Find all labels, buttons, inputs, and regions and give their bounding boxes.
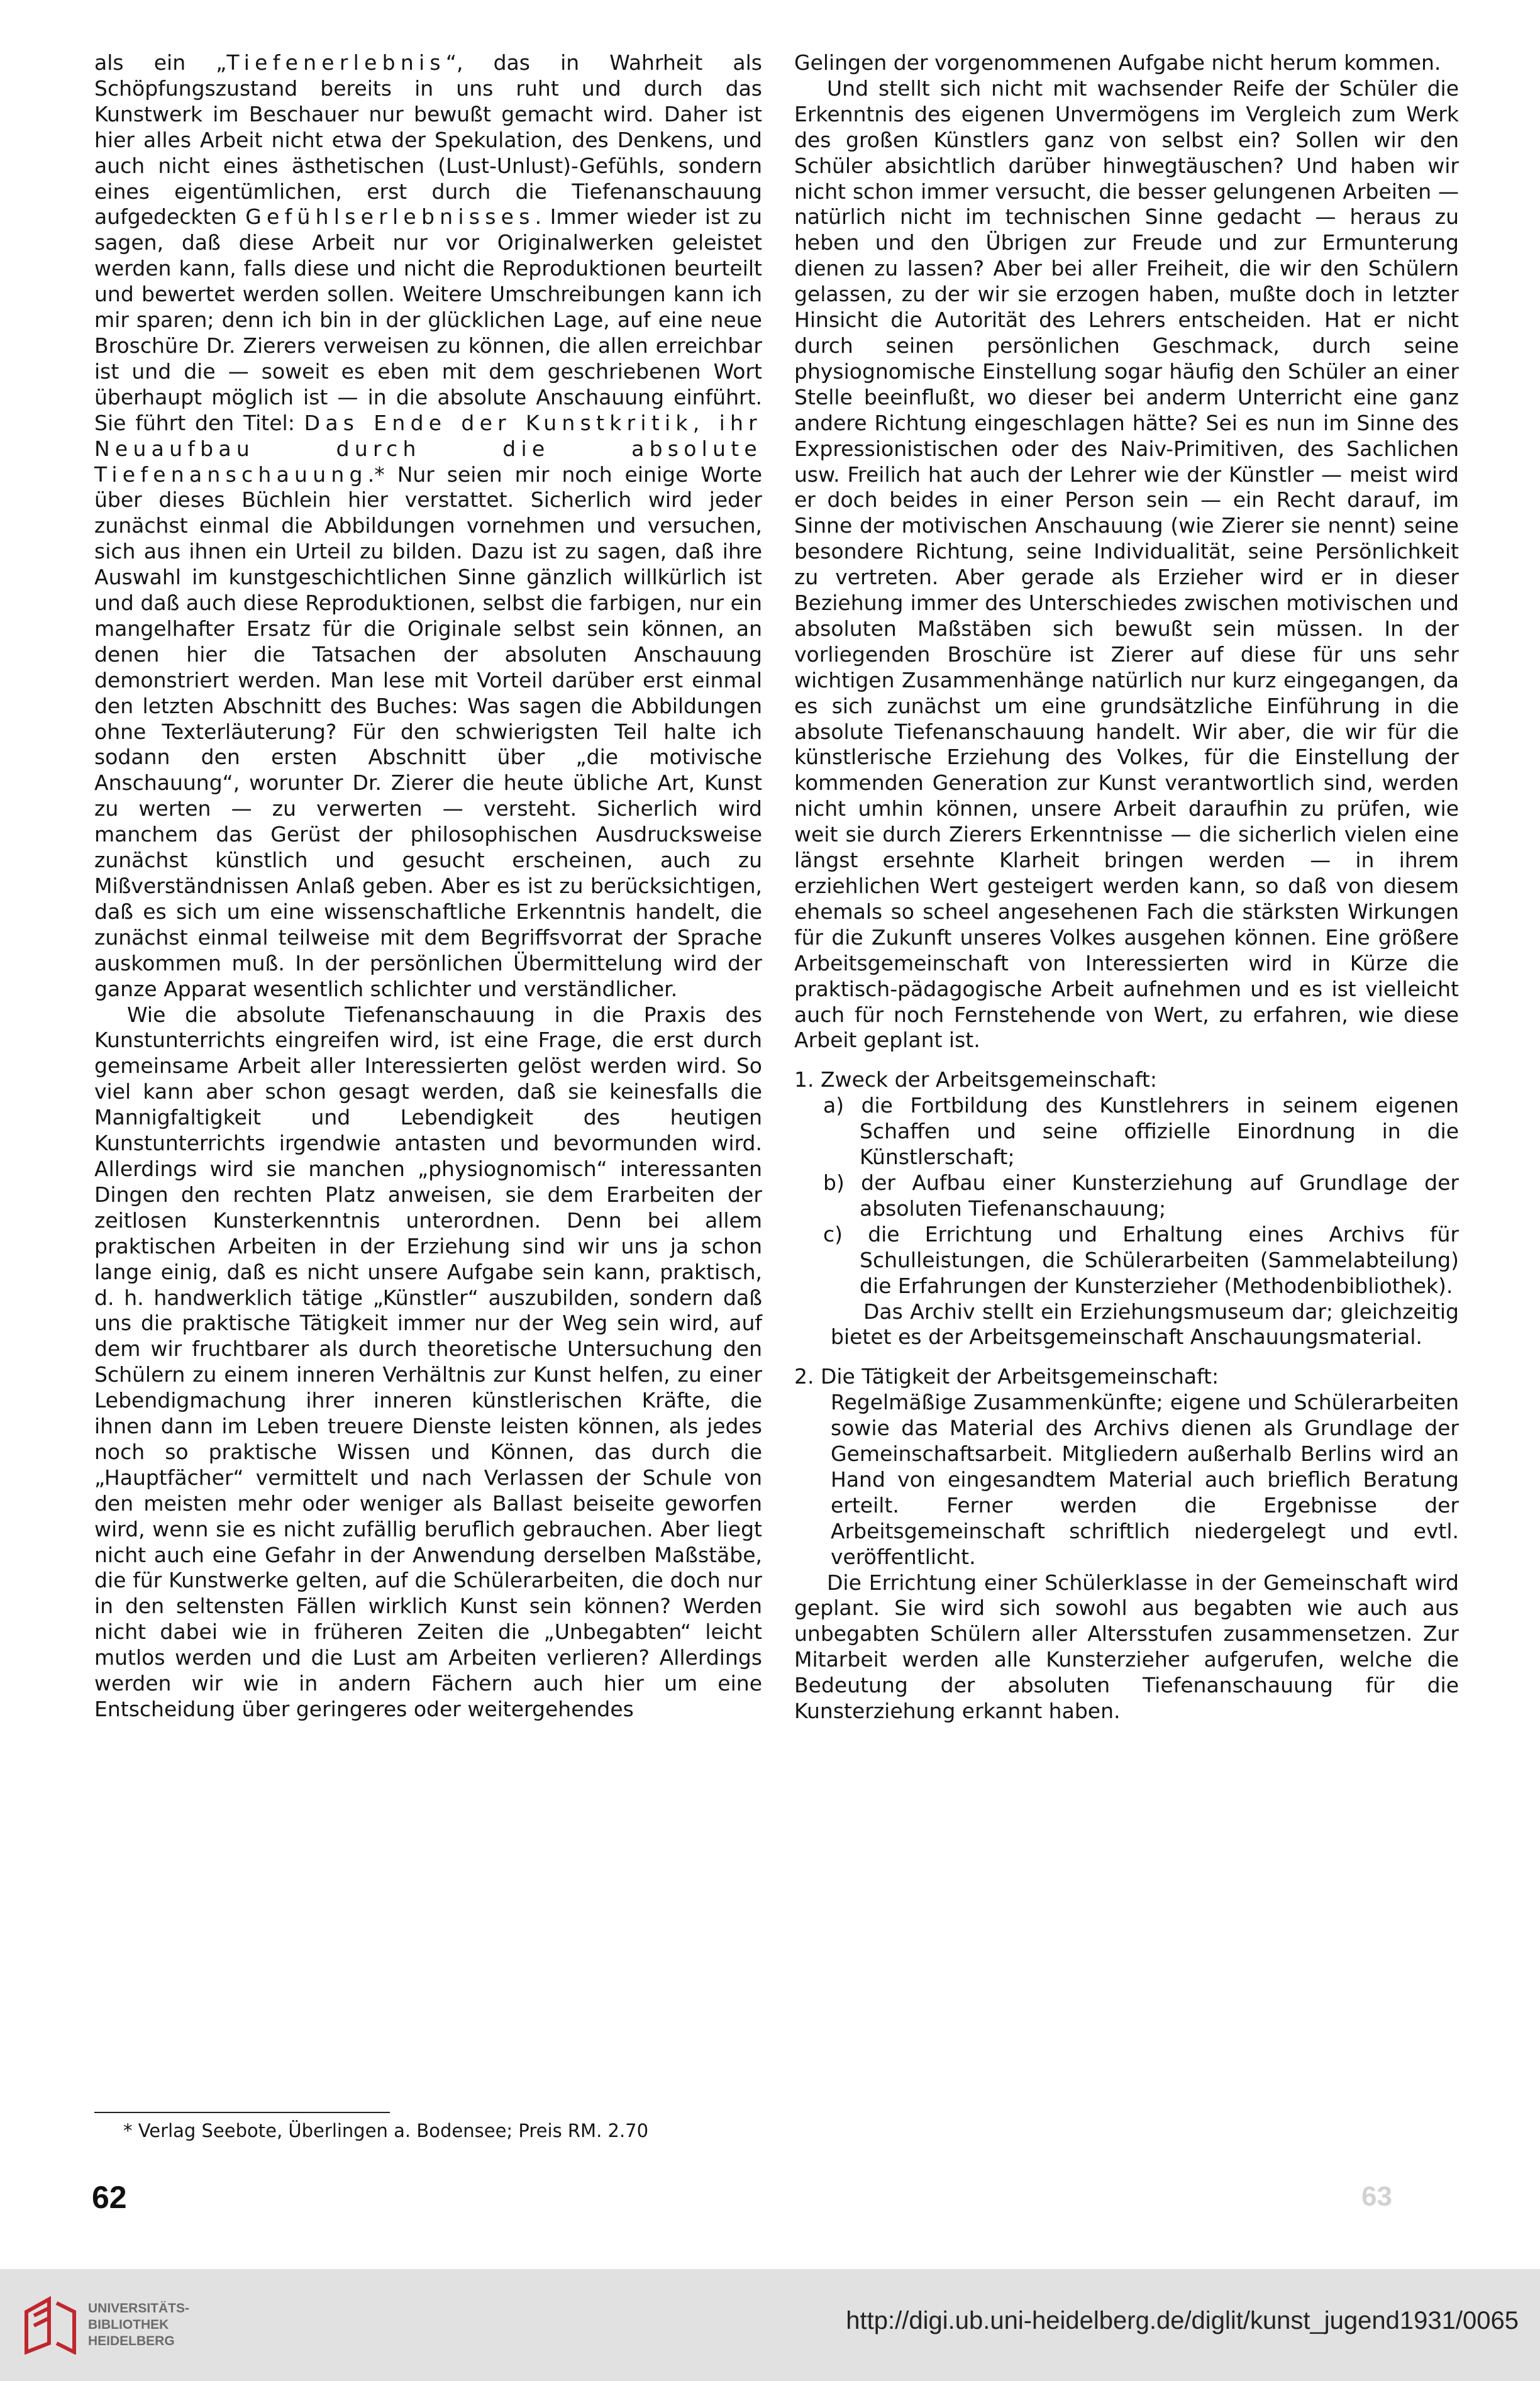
library-footer-bar [0,2269,1540,2381]
section-1-item-a: a) die Fortbildung des Kunstlehrers in seinem eigenen Schaffen und seine offizielle Einordnung in die Künstlerschaft; [823,1093,1459,1170]
section-2-title: 2. Die Tätigkeit der Arbeitsgemeinschaft: [794,1364,1219,1389]
right-paragraph-2: Und stellt sich nicht mit wachsender Reife der Schüler die Erkenntnis des eigenen Unvermögens im Vergleich zum Werk des großen Künstlers ganz von selbst ein? Sollen wir den Schüler absichtlich darüber hinwegtäuschen? Und haben wir nicht schon immer versucht, die besser gelungenen Arbeiten — natürlich nicht im technischen Sinne gedacht — heraus zu heben und den Übrigen zur Freude und zur Ermunterung dienen zu lassen? Aber bei aller Freiheit, die wir den Schülern gelassen, zu der wir sie erzogen haben, mußte doch in letzter Hinsicht die Autorität des Lehrers entscheiden. Hat er nicht durch seinen persönlichen Geschmack, durch seine physiognomische Einstellung sogar häufig den Schüler an einer Stelle beeinflußt, wo dieser bei anderm Unterricht eine ganz andere Richtung eingeschlagen hätte? Sei es nun im Sinne des Expressionistischen oder des Naiv-Primitiven, des Sachlichen usw. Freilich hat auch der Lehrer wie der Künstler — meist wird er doch beides in einer Person sein — ein Recht darauf, im Sinne der motivischen Anschauung (wie Zierer sie nennt) seine besondere Richtung, seine Individualität, seine Persönlichkeit zu vertreten. Aber gerade als Erzieher wird er in dieser Beziehung immer des Unterschiedes zwischen motivischen und absoluten Maßstäben sich bewußt sein müssen. In der vorliegenden Broschüre ist Zierer auf diese für uns sehr wichtigen Zusammenhänge natürlich nur kurz eingegangen, da es sich zunächst um eine grundsätzliche Einführung in die absolute Tiefenanschauung handelt. Wir aber, die wir für die künstlerische Erziehung des Volkes, für die Einstellung der kommenden Generation zur Kunst verantwortlich sind, werden nicht umhin können, unsere Arbeit daraufhin zu prüfen, wie weit sie durch Zierers Erkenntnisse — die sicherlich vielen eine längst ersehnte Klarheit bringen werden — in ihrem erziehlichen Wert gesteigert werden kann, so daß von diesem ehemals so scheel angesehenen Fach die stärksten Wirkungen für die Zukunft unseres Volkes ausgehen können. Eine größere Arbeitsgemeinschaft von Interessierten wird in Kürze die praktisch-pädagogische Arbeit aufnehmen und es ist vielleicht auch für noch Fernstehende von Wert, zu erfahren, wie diese Arbeit geplant ist. [794,75,1459,1053]
library-book-logo-icon[interactable] [21,2294,79,2355]
section-1-item-b: b) der Aufbau einer Kunsterziehung auf Grundlage der absoluten Tiefenanschauung; [823,1170,1459,1221]
library-name-line-3: HEIDELBERG [88,2334,175,2348]
footnote: * Verlag Seebote, Überlingen a. Bodensee; Preis RM. 2.70 [123,2120,649,2141]
left-paragraph-1: als ein „Tiefenerlebnis“, das in Wahrheit als Schöpfungszustand bereits in uns ruht und durch das Kunstwerk im Beschauer nur bewußt gemacht wird. Daher ist hier alles Arbeit nicht etwa der Spekulation, des Denkens, und auch nicht eines ästhetischen (Lust-Unlust)-Gefühls, sondern eines eigentümlichen, erst durch die Tiefenanschauung aufgedeckten Gefühlserlebnisses. Immer wieder ist zu sagen, daß diese Arbeit nur vor Originalwerken geleistet werden kann, falls diese und nicht die Reproduktionen beurteilt und bewertet werden sollen. Weitere Umschreibungen kann ich mir sparen; denn ich bin in der glücklichen Lage, auf eine neue Broschüre Dr. Zierers verweisen zu können, die allen erreichbar ist und die — soweit es eben mit dem geschriebenen Wort überhaupt möglich ist — in die absolute Anschauung einführt. Sie führt den Titel: Das Ende der Kunstkritik, ihr Neuaufbau durch die absolute Tiefenanschauung.* Nur seien mir noch einige Worte über dieses Büchlein hier verstattet. Sicherlich wird jeder zunächst einmal die Abbildungen vornehmen und versuchen, sich aus ihnen ein Urteil zu bilden. Dazu ist zu sagen, daß ihre Auswahl im kunstgeschichtlichen Sinne gänzlich willkürlich ist und daß auch diese Reproduktionen, selbst die farbigen, nur ein mangelhafter Ersatz für die Originale selbst sein können, an denen hier die Tatsachen der absoluten Anschauung demonstriert werden. Man lese mit Vorteil darüber erst einmal den letzten Abschnitt des Buches: Was sagen die Abbildungen ohne Texterläuterung? Für den schwierigsten Teil halte ich sodann den ersten Abschnitt über „die motivische Anschauung“, worunter Dr. Zierer die heute übliche Art, Kunst zu werten — zu verwerten — versteht. Sicherlich wird manchem das Gerüst der philosophischen Ausdrucksweise zunächst künstlich und gesucht erscheinen, auch zu Mißverständnissen Anlaß geben. Aber es ist zu berücksichtigen, daß es sich um eine wissenschaftliche Erkenntnis handelt, die zunächst einmal teilweise mit dem Begriffsvorrat der Sprache auskommen muß. In der persönlichen Übermittelung wird der ganze Apparat wesentlich schlichter und verständlicher. [94,50,762,1001]
library-name[interactable] [88,2301,189,2350]
right-paragraph-1: Gelingen der vorgenommenen Aufgabe nicht herum kommen. [794,50,1441,75]
footnote-rule [94,2112,390,2113]
section-1-title: 1. Zweck der Arbeitsgemeinschaft: [794,1067,1157,1092]
page-number: 62 [92,2180,127,2215]
library-name-line-1: UNIVERSITÄTS- [88,2301,190,2316]
right-final-paragraph: Die Errichtung einer Schülerklasse in der Gemeinschaft wird geplant. Sie wird sich sowohl aus begabten wie auch aus unbegabten Schülern aller Altersstufen zusammensetzen. Zur Mitarbeit werden alle Kunsterzieher aufgerufen, welche die Bedeutung der absoluten Tiefenanschauung für die Kunsterziehung erkannt haben. [794,1570,1459,1724]
source-url-link[interactable]: http://digi.ub.uni-heidelberg.de/diglit/kunst_jugend1931/0065 [846,2307,1519,2334]
faint-page-number: 63 [1361,2181,1392,2212]
section-1-note: Das Archiv stellt ein Erziehungsmuseum dar; gleichzeitig bietet es der Arbeitsgemeinschaft Anschauungsmaterial. [831,1299,1459,1350]
left-text-column [94,50,762,1723]
library-name-line-2: BIBLIOTHEK [88,2317,169,2332]
right-text-column [794,50,1459,1724]
section-2-text: Regelmäßige Zusammenkünfte; eigene und Schülerarbeiten sowie das Material des Archivs dienen als Grundlage der Gemeinschaftsarbeit. Mitgliedern außerhalb Berlins wird an Hand von eingesandtem Material auch brieflich Beratung erteilt. Ferner werden die Ergebnisse der Arbeitsgemeinschaft schriftlich niedergelegt und evtl. veröffentlicht. [831,1390,1459,1569]
left-paragraph-2: Wie die absolute Tiefenanschauung in die Praxis des Kunstunterrichts eingreifen wird, ist eine Frage, die erst durch gemeinsame Arbeit aller Interessierten gelöst werden wird. So viel kann aber schon gesagt werden, daß sie keinesfalls die Mannigfaltigkeit und Lebendigkeit des heutigen Kunstunterrichts irgendwie antasten und bevormunden wird. Allerdings wird sie manchen „physiognomisch“ interessanten Dingen den rechten Platz anweisen, sie dem Erarbeiten der zeitlosen Kunsterkenntnis unterordnen. Denn bei allem praktischen Arbeiten in der Erziehung sind wir uns ja schon lange einig, daß es nicht unsere Aufgabe sein kann, praktisch, d. h. handwerklich tätige „Künstler“ auszubilden, sondern daß uns die praktische Tätigkeit immer nur der Weg sein wird, auf dem wir fruchtbarer als durch theoretische Untersuchung den Schülern zu einem inneren Verhältnis zur Kunst helfen, zu einer Lebendigmachung ihrer inneren künstlerischen Kräfte, die ihnen dann im Leben treuere Dienste leisten können, als jedes noch so praktische Wissen und Können, das durch die „Hauptfächer“ vermittelt und nach Verlassen der Schule von den meisten mehr oder weniger als Ballast beiseite geworfen wird, wenn sie es nicht zufällig beruflich gebrauchen. Aber liegt nicht auch eine Gefahr in der Anwendung derselben Maßstäbe, die für Kunstwerke gelten, auf die Schülerarbeiten, die doch nur in den seltensten Fällen wirklich Kunst sein können? Werden nicht dabei wie in früheren Zeiten die „Unbegabten“ leicht mutlos werden und die Lust am Arbeiten verlieren? Allerdings werden wir wie in andern Fächern auch hier um eine Entscheidung über geringeres oder weitergehendes [94,1002,762,1721]
section-1-item-c: c) die Errichtung und Erhaltung eines Archivs für Schulleistungen, die Schülerarbeiten (Sammelabteilung) die Erfahrungen der Kunsterzieher (Methodenbibliothek). [823,1221,1459,1298]
